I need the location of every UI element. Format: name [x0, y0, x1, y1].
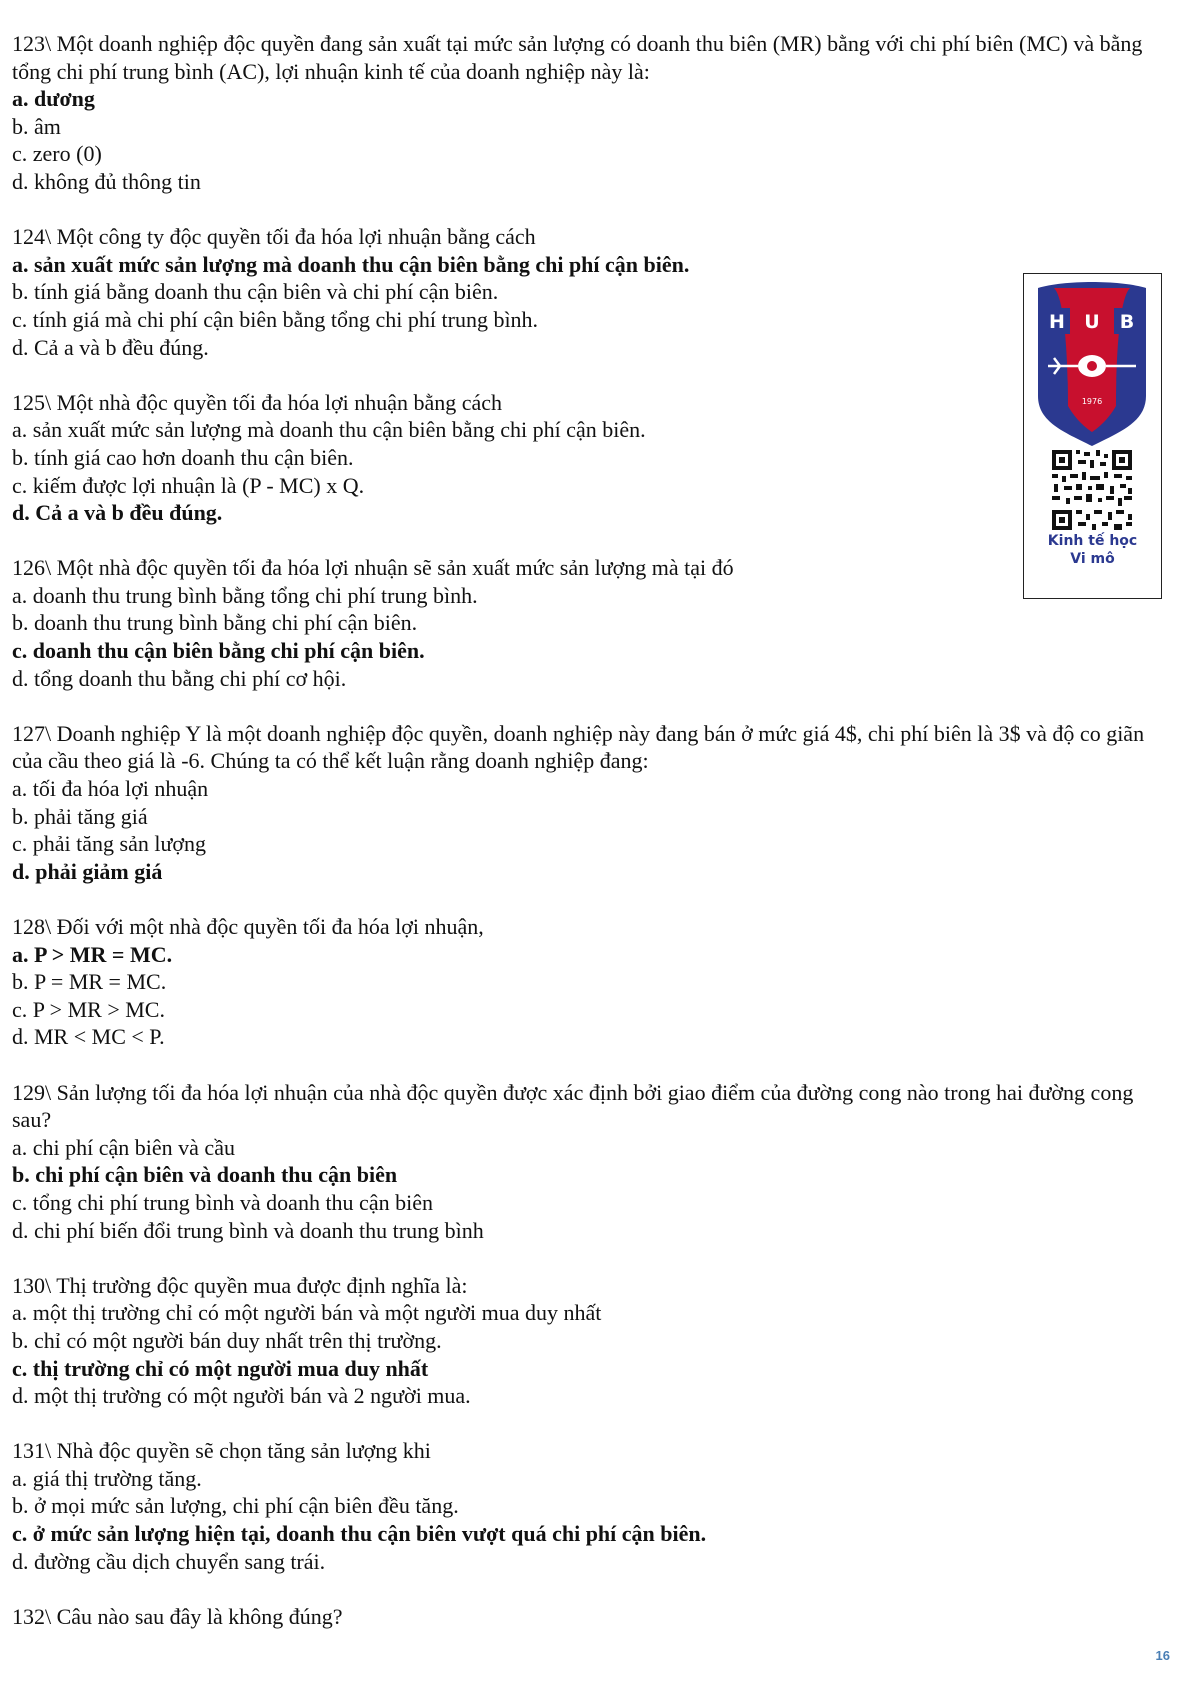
question-block [12, 1437, 1172, 1575]
question-block [12, 223, 1172, 361]
answer-option: a. sản xuất mức sản lượng mà doanh thu cận biên bằng chi phí cận biên. [12, 417, 646, 443]
answer-option: d. MR < MC < P. [12, 1024, 165, 1050]
answer-option-correct: a. P > MR = MC. [12, 941, 173, 967]
answer-option-correct: b. chi phí cận biên và doanh thu cận biên [12, 1162, 398, 1188]
question-text: 126\ Một nhà độc quyền tối đa hóa lợi nhuận sẽ sản xuất mức sản lượng mà tại đó [12, 555, 734, 581]
answer-option-correct: d. phải giảm giá [12, 858, 163, 884]
svg-text:1976: 1976 [1081, 397, 1103, 406]
answer-option: b. doanh thu trung bình bằng chi phí cận biên. [12, 610, 418, 636]
answer-option-correct: c. doanh thu cận biên bằng chi phí cận biên. [12, 638, 425, 664]
answer-option: b. âm [12, 113, 61, 139]
svg-text:U: U [1084, 311, 1100, 333]
badge-caption-line2: Vi mô [1070, 551, 1115, 567]
answer-option: b. phải tăng giá [12, 803, 148, 829]
answer-option: d. tổng doanh thu bằng chi phí cơ hội. [12, 665, 347, 691]
question-block [12, 554, 1172, 692]
answer-option: a. giá thị trường tăng. [12, 1465, 202, 1491]
answer-option-correct: d. Cả a và b đều đúng. [12, 500, 223, 526]
answer-option: c. phải tăng sản lượng [12, 831, 207, 857]
answer-option: d. Cả a và b đều đúng. [12, 334, 209, 360]
answer-option: d. đường cầu dịch chuyển sang trái. [12, 1548, 326, 1574]
answer-option: a. tối đa hóa lợi nhuận [12, 776, 209, 802]
question-text: 132\ Câu nào sau đây là không đúng? [12, 1603, 343, 1629]
question-block [12, 30, 1172, 196]
question-block [12, 389, 1172, 527]
answer-option-correct: c. thị trường chỉ có một người mua duy nhất [12, 1355, 429, 1381]
answer-option-correct: a. dương [12, 86, 95, 112]
question-text: 130\ Thị trường độc quyền mua được định nghĩa là: [12, 1272, 468, 1298]
question-block [12, 1272, 1172, 1410]
answer-option: d. không đủ thông tin [12, 168, 201, 194]
answer-option: c. kiếm được lợi nhuận là (P - MC) x Q. [12, 472, 365, 498]
answer-option: d. chi phí biến đổi trung bình và doanh thu trung bình [12, 1217, 484, 1243]
question-text: 129\ Sản lượng tối đa hóa lợi nhuận của nhà độc quyền được xác định bởi giao điểm của đường cong nào trong hai đường cong sau? [12, 1079, 1134, 1133]
answer-option: b. tính giá bằng doanh thu cận biên và chi phí cận biên. [12, 279, 499, 305]
question-text: 124\ Một công ty độc quyền tối đa hóa lợi nhuận bằng cách [12, 224, 536, 250]
answer-option: c. tổng chi phí trung bình và doanh thu cận biên [12, 1189, 433, 1215]
answer-option: c. tính giá mà chi phí cận biên bằng tổng chi phí trung bình. [12, 306, 539, 332]
question-block [12, 913, 1172, 1051]
svg-text:B: B [1119, 311, 1135, 333]
answer-option: b. tính giá cao hơn doanh thu cận biên. [12, 444, 354, 470]
hub-logo-badge [1023, 273, 1162, 599]
answer-option-correct: c. ở mức sản lượng hiện tại, doanh thu cận biên vượt quá chi phí cận biên. [12, 1521, 707, 1547]
answer-option-correct: a. sản xuất mức sản lượng mà doanh thu cận biên bằng chi phí cận biên. [12, 251, 690, 277]
answer-option: c. P > MR > MC. [12, 996, 165, 1022]
question-text: 131\ Nhà độc quyền sẽ chọn tăng sản lượng khi [12, 1438, 431, 1464]
question-list [12, 30, 1172, 1658]
question-block [12, 1079, 1172, 1245]
question-block [12, 720, 1172, 886]
answer-option: b. ở mọi mức sản lượng, chi phí cận biên đều tăng. [12, 1493, 459, 1519]
question-text: 128\ Đối với một nhà độc quyền tối đa hóa lợi nhuận, [12, 914, 484, 939]
page-number: 16 [1155, 1648, 1170, 1663]
answer-option: b. chỉ có một người bán duy nhất trên thị trường. [12, 1327, 442, 1353]
svg-text:H: H [1049, 311, 1065, 333]
answer-option: a. chi phí cận biên và cầu [12, 1134, 235, 1160]
answer-option: c. zero (0) [12, 141, 102, 167]
hub-shield-logo [1024, 274, 1160, 564]
answer-option: a. doanh thu trung bình bằng tổng chi phí trung bình. [12, 582, 478, 608]
answer-option: a. một thị trường chỉ có một người bán và một người mua duy nhất [12, 1300, 602, 1326]
answer-option: b. P = MR = MC. [12, 969, 167, 995]
badge-caption-line1: Kinh tế học [1047, 533, 1138, 549]
question-block [12, 1603, 1172, 1631]
question-text: 125\ Một nhà độc quyền tối đa hóa lợi nhuận bằng cách [12, 389, 503, 415]
question-text: 127\ Doanh nghiệp Y là một doanh nghiệp độc quyền, doanh nghiệp này đang bán ở mức giá 4$, chi phí biên là 3$ và độ co giãn của cầu theo giá là -6. Chúng ta có thể kết luận rằng doanh nghiệp đang: [12, 720, 1145, 774]
question-text: 123\ Một doanh nghiệp độc quyền đang sản xuất tại mức sản lượng có doanh thu biên (MR) bằng với chi phí biên (MC) và bằng tổng chi phí trung bình (AC), lợi nhuận kinh tế của doanh nghiệp này là: [12, 31, 1143, 84]
answer-option: d. một thị trường có một người bán và 2 người mua. [12, 1383, 471, 1409]
